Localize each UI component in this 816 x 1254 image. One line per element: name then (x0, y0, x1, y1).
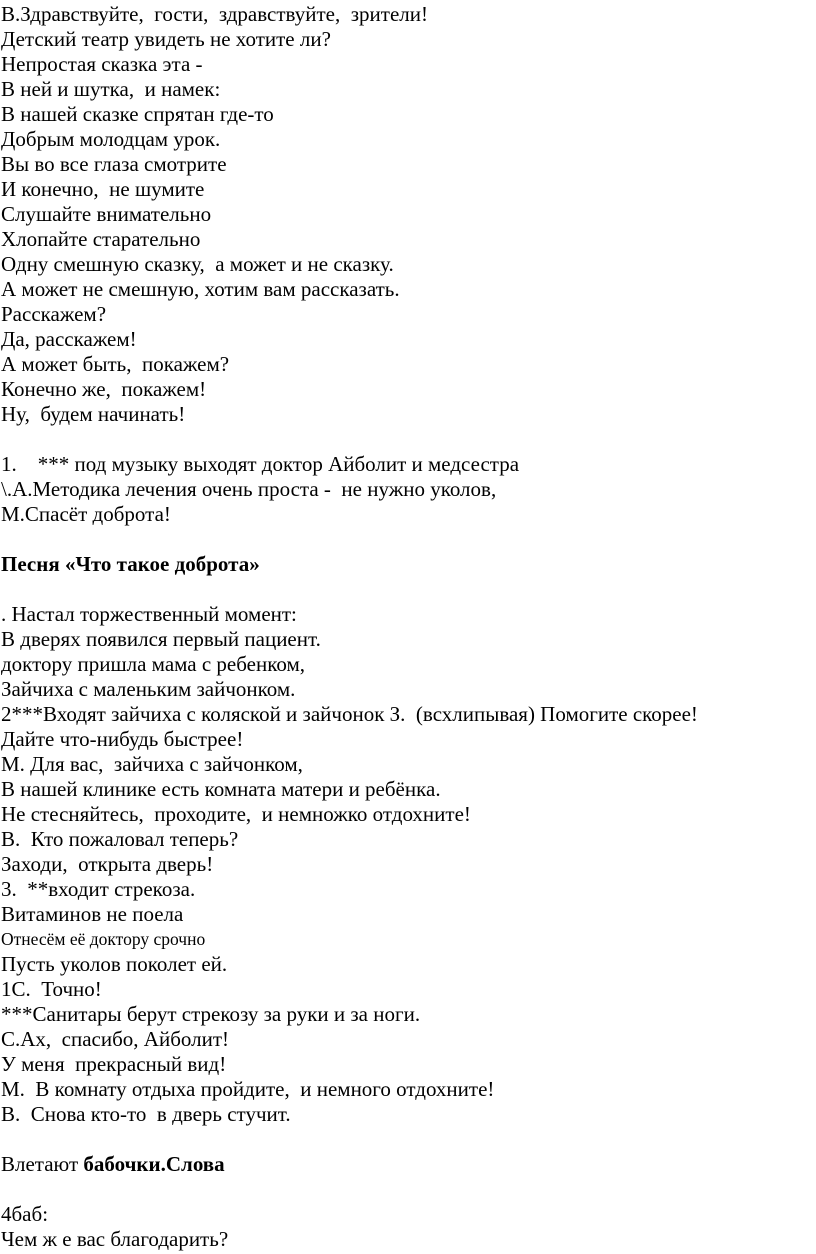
text-line: В. Снова кто-то в дверь стучит. (1, 1102, 291, 1126)
text-line: Витаминов не поела (1, 902, 184, 926)
small-text-line: Отнесём её доктору срочно (1, 929, 206, 949)
text-line: В ней и шутка, и намек: (1, 77, 221, 101)
blank-line (1, 1127, 816, 1152)
text-line: Расскажем? (1, 302, 107, 326)
text-line: Конечно же, покажем! (1, 377, 207, 401)
text-line: Зайчиха с маленьким зайчонком. (1, 677, 296, 701)
part-2-block (1, 602, 816, 1127)
text-line: Добрым молодцам урок. (1, 127, 221, 151)
text-line: Да, расскажем! (1, 327, 137, 351)
text-line: Ну, будем начинать! (1, 402, 186, 426)
text-line: Дайте что-нибудь быстрее! (1, 727, 244, 751)
text-line: Вы во все глаза смотрите (1, 152, 227, 176)
text-line: В дверях появился первый пациент. (1, 627, 321, 651)
blank-line (1, 527, 816, 552)
text-line: А может не смешную, хотим вам рассказать. (1, 277, 400, 301)
text-line: 2***Входят зайчиха с коляской и зайчонок З. (всхлипывая) Помогите скорее! (1, 702, 698, 726)
text-line: Детский театр увидеть не хотите ли? (1, 27, 331, 51)
butterflies-prefix: Влетают (1, 1152, 84, 1176)
text-line: М. В комнату отдыха пройдите, и немного отдохните! (1, 1077, 495, 1101)
scene-1-block (1, 452, 816, 527)
text-line: У меня прекрасный вид! (1, 1052, 227, 1076)
butterflies-line (1, 1152, 816, 1177)
text-line: А может быть, покажем? (1, 352, 230, 376)
text-line: И конечно, не шумите (1, 177, 205, 201)
text-line: Пусть уколов поколет ей. (1, 952, 228, 976)
text-line: С.Ах, спасибо, Айболит! (1, 1027, 229, 1051)
text-line: \.А.Методика лечения очень проста - не нужно уколов, (1, 477, 497, 501)
ending-block (1, 1202, 816, 1252)
text-line: Заходи, открыта дверь! (1, 852, 214, 876)
text-line: М.Спасёт доброта! (1, 502, 171, 526)
blank-line (1, 427, 816, 452)
blank-line (1, 577, 816, 602)
text-line: М. Для вас, зайчиха с зайчонком, (1, 752, 303, 776)
text-line: . Настал торжественный момент: (1, 602, 297, 626)
text-line: Хлопайте старательно (1, 227, 201, 251)
text-line: В нашей клинике есть комната матери и ребёнка. (1, 777, 441, 801)
text-line: доктору пришла мама с ребенком, (1, 652, 305, 676)
text-line: 1С. Точно! (1, 977, 102, 1001)
song-title: Песня «Что такое доброта» (1, 552, 260, 576)
text-line: В.Здравствуйте, гости, здравствуйте, зрители! (1, 2, 428, 26)
text-line: В нашей сказке спрятан где-то (1, 102, 274, 126)
text-line: Не стесняйтесь, проходите, и немножко отдохните! (1, 802, 471, 826)
text-line: Чем ж е вас благодарить? (1, 1227, 229, 1251)
butterflies-bold: бабочки.Слова (83, 1152, 225, 1176)
text-line: В. Кто пожаловал теперь? (1, 827, 239, 851)
blank-line (1, 1177, 816, 1202)
text-line: 4баб: (1, 1202, 49, 1226)
text-line: 3. **входит стрекоза. (1, 877, 196, 901)
text-line: ***Санитары берут стрекозу за руки и за ноги. (1, 1002, 421, 1026)
text-line: Слушайте внимательно (1, 202, 212, 226)
text-line: Одну смешную сказку, а может и не сказку. (1, 252, 394, 276)
text-line: Непростая сказка эта - (1, 52, 203, 76)
text-line: 1. *** под музыку выходят доктор Айболит и медсестра (1, 452, 520, 476)
intro-block (1, 2, 816, 427)
